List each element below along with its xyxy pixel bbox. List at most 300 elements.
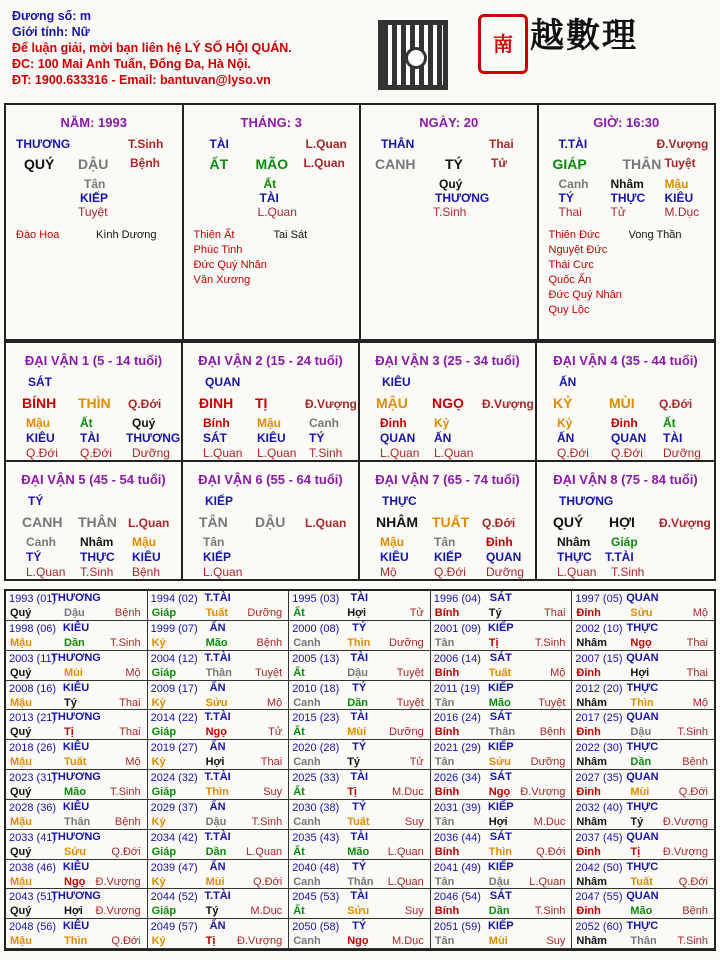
branch-stage: Bệnh xyxy=(130,156,160,170)
ten-god: TÀI xyxy=(350,771,369,783)
year-cell[interactable] xyxy=(289,591,431,621)
hidden-stem: QUAN xyxy=(380,431,416,445)
year-stem: Ất xyxy=(293,845,305,858)
dai-van-6[interactable] xyxy=(183,460,360,579)
life-stage: Thai xyxy=(489,137,514,151)
year-branch: Ngọ xyxy=(347,935,369,948)
year-branch: Thìn xyxy=(205,786,229,798)
year-branch: Ngọ xyxy=(630,636,652,649)
life-stage: T.Sinh xyxy=(534,905,566,918)
year-label: 2041 (49) xyxy=(433,861,481,874)
pillar-title: NĂM: 1993 xyxy=(60,115,127,130)
year-stem: Canh xyxy=(293,636,321,649)
year-cell[interactable] xyxy=(431,800,573,830)
life-stage: Dưỡng xyxy=(247,607,283,619)
dai-van-8[interactable] xyxy=(537,460,714,579)
star-good: Nguyệt Đức xyxy=(548,244,608,256)
hidden-stem: Bệnh xyxy=(132,565,161,579)
life-stage: L.Quan xyxy=(387,845,424,858)
ten-god: THỰC xyxy=(382,494,417,508)
year-label: 2016 (24) xyxy=(433,712,481,725)
branch-stage: Tuyệt xyxy=(664,156,696,170)
ten-god: KIÊU xyxy=(62,860,90,873)
year-label: 2015 (23) xyxy=(292,712,340,725)
year-cell[interactable] xyxy=(148,740,290,770)
hidden-stem: Mộ xyxy=(380,565,397,579)
ten-god: QUAN xyxy=(626,771,659,783)
year-stem: Giáp xyxy=(151,786,177,798)
year-cell[interactable] xyxy=(289,889,431,919)
year-stem: Kỷ xyxy=(151,935,166,948)
hidden-stem: Canh xyxy=(558,177,589,191)
ten-god: ẤN xyxy=(559,375,577,389)
dai-van-title: ĐẠI VẬN 1 (5 - 14 tuổi) xyxy=(24,353,163,368)
hidden-stem: L.Quan xyxy=(557,565,597,579)
year-stem: Quý xyxy=(10,845,32,858)
year-stem: Tân xyxy=(434,636,455,649)
year-cell[interactable] xyxy=(431,651,573,681)
dai-van-3[interactable] xyxy=(360,341,537,460)
hidden-stem: Dưỡng xyxy=(663,446,701,460)
year-branch: Tuất xyxy=(205,607,228,619)
year-label: 1994 (02) xyxy=(150,593,198,605)
year-label: 2035 (43) xyxy=(292,831,340,844)
year-branch: Ngọ xyxy=(64,875,86,888)
year-cell[interactable] xyxy=(6,740,148,770)
earthly-branch: DẬU xyxy=(255,514,286,530)
qr-code-icon[interactable] xyxy=(378,20,448,90)
ten-god: KIÊU xyxy=(62,800,90,813)
year-label: 2008 (16) xyxy=(9,682,57,695)
ten-god: T.TÀI xyxy=(558,137,588,151)
hidden-stem: Nhâm xyxy=(557,535,591,549)
life-stage: Q.Đới xyxy=(111,845,141,858)
life-stage: Q.Đới xyxy=(482,516,516,530)
year-branch: Hợi xyxy=(205,756,225,769)
earthly-branch: THÂN xyxy=(622,156,662,172)
hidden-stem: TÝ xyxy=(558,191,574,205)
ten-god: THƯƠNG xyxy=(51,711,101,724)
year-stem: Mậu xyxy=(10,756,32,769)
year-stem: Bính xyxy=(434,905,460,918)
hidden-stem: L.Quan xyxy=(380,446,420,460)
hidden-stem: Canh xyxy=(309,416,339,430)
year-stem: Giáp xyxy=(151,845,177,858)
life-stage: M.Dục xyxy=(392,935,424,948)
life-stage: T.Sinh xyxy=(677,935,708,948)
star-good: Quốc Ấn xyxy=(548,274,592,286)
year-label: 2011 (19) xyxy=(433,682,481,695)
life-stage: Mộ xyxy=(692,696,708,709)
year-cell[interactable] xyxy=(289,740,431,770)
life-stage: Q.Đới xyxy=(111,935,141,948)
year-branch: Tý xyxy=(630,815,644,828)
year-branch: Dậu xyxy=(64,607,85,619)
ten-god: T.TÀI xyxy=(204,890,231,903)
hidden-stem: KIẾP xyxy=(434,550,463,564)
year-branch: Dần xyxy=(347,696,368,709)
hidden-stem: TÝ xyxy=(309,431,325,445)
dai-van-4[interactable] xyxy=(537,341,714,460)
year-cell[interactable] xyxy=(572,710,714,740)
ten-god: KIẾP xyxy=(487,621,514,634)
life-stage: Thai xyxy=(686,666,708,679)
year-cell[interactable] xyxy=(289,681,431,711)
life-stage: Đ.Vượng xyxy=(662,815,708,828)
year-branch: Dậu xyxy=(630,726,652,739)
ten-god: QUAN xyxy=(205,375,241,389)
life-stage: M.Dục xyxy=(250,905,283,918)
star-good: Thiên Đức xyxy=(548,229,600,241)
ten-god: KIÊU xyxy=(382,375,411,389)
year-stem: Canh xyxy=(293,756,321,769)
ten-god: KIẾP xyxy=(487,920,514,933)
year-label: 2028 (36) xyxy=(9,801,57,814)
year-stem: Đinh xyxy=(576,607,601,619)
year-branch: Sửu xyxy=(630,607,653,619)
year-cell[interactable] xyxy=(289,770,431,800)
year-label: 1999 (07) xyxy=(150,622,198,635)
life-stage: Đ.Vượng xyxy=(520,786,566,798)
hidden-stem: Tân xyxy=(434,535,456,549)
year-branch: Tý xyxy=(64,696,77,709)
hidden-stem: Tử xyxy=(610,205,626,219)
year-stem: Tân xyxy=(434,875,455,888)
dai-van-title: ĐẠI VẬN 3 (25 - 34 tuổi) xyxy=(375,353,520,368)
hidden-stem: Thai xyxy=(558,205,582,219)
year-cell[interactable] xyxy=(431,830,573,860)
ten-god: TÀI xyxy=(350,711,369,724)
year-branch: Hợi xyxy=(347,607,367,619)
year-cell[interactable] xyxy=(572,621,714,651)
year-cell[interactable] xyxy=(572,651,714,681)
ten-god: T.TÀI xyxy=(204,592,231,604)
hidden-stem: Mậu xyxy=(26,416,50,430)
year-cell[interactable] xyxy=(431,710,573,740)
year-stem: Kỷ xyxy=(151,636,166,649)
year-cell[interactable] xyxy=(289,830,431,860)
year-stem: Quý xyxy=(10,607,32,619)
ten-god: T.TÀI xyxy=(204,711,231,724)
life-stage: M.Dục xyxy=(533,815,566,828)
year-cell[interactable] xyxy=(572,681,714,711)
year-cell[interactable] xyxy=(431,740,573,770)
year-label: 2024 (32) xyxy=(150,772,198,784)
year-stem: Canh xyxy=(293,815,321,828)
year-stem: Tân xyxy=(434,815,455,828)
hidden-stem: Q.Đới xyxy=(434,565,466,579)
ten-god: T.TÀI xyxy=(204,771,231,783)
ten-god: TÝ xyxy=(352,860,367,873)
year-cell[interactable] xyxy=(289,651,431,681)
year-cell[interactable] xyxy=(6,800,148,830)
year-stem: Kỷ xyxy=(151,815,166,828)
hidden-stem: L.Quan xyxy=(257,446,297,460)
year-branch: Thân xyxy=(630,935,657,948)
life-stage: M.Dục xyxy=(392,786,424,798)
pillar-3 xyxy=(539,105,715,339)
year-label: 2003 (11) xyxy=(9,652,56,665)
hidden-stem: M.Dục xyxy=(664,205,700,219)
hidden-god: KIẾP xyxy=(80,191,109,205)
year-cell[interactable] xyxy=(431,621,573,651)
hidden-stem: THỰC xyxy=(80,550,115,564)
ten-god: TÝ xyxy=(352,621,367,634)
hidden-stem: QUAN xyxy=(611,431,647,445)
life-stage: Q.Đới xyxy=(128,397,162,411)
life-stage: Tử xyxy=(409,607,424,619)
life-stage: Mộ xyxy=(125,756,141,769)
year-cell[interactable] xyxy=(289,919,431,949)
hidden-stem: Q.Đới xyxy=(26,446,58,460)
life-stage: Suy xyxy=(546,935,566,948)
life-stage: Mộ xyxy=(550,666,566,679)
life-stage: Dưỡng xyxy=(389,636,424,649)
ten-god: QUAN xyxy=(626,711,659,724)
hidden-stem: KIÊU xyxy=(132,550,161,564)
pillar-2 xyxy=(361,105,539,339)
hidden-stem: T.Sinh xyxy=(611,565,645,579)
ten-god: THỰC xyxy=(626,681,659,694)
life-stage: Bệnh xyxy=(682,756,708,769)
year-label: 2000 (08) xyxy=(292,622,340,635)
hidden-stem: Mậu xyxy=(380,535,404,549)
life-stage: Đ.Vượng xyxy=(656,137,709,151)
year-cell[interactable] xyxy=(148,621,290,651)
year-stem: Giáp xyxy=(151,666,177,679)
year-stem: Ất xyxy=(293,607,305,619)
year-cell[interactable] xyxy=(6,621,148,651)
year-stem: Bính xyxy=(434,786,460,798)
year-branch: Dần xyxy=(64,636,85,649)
ten-god: T.TÀI xyxy=(204,830,231,843)
year-label: 2018 (26) xyxy=(9,742,57,755)
life-stage: T.Sinh xyxy=(110,786,141,798)
life-stage: Mộ xyxy=(266,696,283,709)
year-branch: Tị xyxy=(630,845,641,858)
life-stage: Suy xyxy=(263,786,283,798)
year-cell[interactable] xyxy=(6,919,148,949)
year-cell[interactable] xyxy=(572,740,714,770)
hidden-stem: TÀI xyxy=(663,431,683,445)
life-stage: Q.Đới xyxy=(252,875,283,888)
year-branch: Tuất xyxy=(488,666,512,679)
year-branch: Ngọ xyxy=(488,786,511,798)
year-label: 2050 (58) xyxy=(292,921,340,934)
year-stem: Ất xyxy=(293,786,305,798)
year-label: 2005 (13) xyxy=(292,652,340,665)
year-branch: Mùi xyxy=(64,666,83,679)
year-cell[interactable] xyxy=(6,889,148,919)
year-label: 2022 (30) xyxy=(575,742,623,755)
life-stage: Đ.Vượng xyxy=(662,845,708,858)
hidden-stem: QUAN xyxy=(486,550,522,564)
year-branch: Sửu xyxy=(488,756,511,769)
year-label: 2047 (55) xyxy=(575,891,623,904)
star-bad: Vong Thần xyxy=(628,229,682,241)
year-cell[interactable] xyxy=(572,919,714,949)
year-branch: Thân xyxy=(64,815,91,828)
year-cell[interactable] xyxy=(572,830,714,860)
year-cell[interactable] xyxy=(6,710,148,740)
ten-god: TÀI xyxy=(350,592,369,604)
year-cell[interactable] xyxy=(148,710,290,740)
year-cell[interactable] xyxy=(572,800,714,830)
ten-god: THỰC xyxy=(626,920,659,933)
heavenly-stem: CANH xyxy=(22,514,63,530)
year-cell[interactable] xyxy=(148,591,290,621)
heavenly-stem: NHÂM xyxy=(376,514,418,530)
year-cell[interactable] xyxy=(289,800,431,830)
year-cell[interactable] xyxy=(6,591,148,621)
year-cell[interactable] xyxy=(148,830,290,860)
year-label: 2045 (53) xyxy=(292,891,340,904)
hidden-stem: T.Sinh xyxy=(309,446,343,460)
heavenly-stem: KỶ xyxy=(553,395,573,411)
year-branch: Thân xyxy=(205,666,232,679)
year-label: 2036 (44) xyxy=(433,831,481,844)
year-stem: Nhâm xyxy=(576,696,607,709)
year-cell[interactable] xyxy=(6,681,148,711)
year-cell[interactable] xyxy=(572,889,714,919)
hidden-stem: Mậu xyxy=(257,416,281,430)
year-cell[interactable] xyxy=(289,860,431,890)
hidden-stem: Quý xyxy=(439,177,463,191)
year-cell[interactable] xyxy=(572,591,714,621)
year-branch: Thìn xyxy=(64,935,88,948)
year-label: 1997 (05) xyxy=(575,593,623,605)
ten-god: KIẾP xyxy=(487,860,514,873)
year-branch: Tý xyxy=(488,607,502,619)
year-label: 2042 (50) xyxy=(575,861,623,874)
year-stem: Bính xyxy=(434,726,460,739)
dai-van-5[interactable] xyxy=(6,460,183,579)
year-cell[interactable] xyxy=(431,919,573,949)
year-cell[interactable] xyxy=(289,710,431,740)
year-cell[interactable] xyxy=(148,651,290,681)
hidden-stem: Kỷ xyxy=(557,416,573,430)
year-cell[interactable] xyxy=(431,591,573,621)
hidden-stem: L.Quan xyxy=(26,565,66,579)
year-branch: Tuất xyxy=(347,815,370,828)
year-stem: Tân xyxy=(434,935,455,948)
year-branch: Dậu xyxy=(488,875,510,888)
ten-god: KIÊU xyxy=(62,621,90,634)
year-cell[interactable] xyxy=(6,830,148,860)
year-stem: Đinh xyxy=(576,726,601,739)
year-label: 2023 (31) xyxy=(9,772,57,784)
year-cell[interactable] xyxy=(289,621,431,651)
year-stem: Nhâm xyxy=(576,756,607,769)
year-cell[interactable] xyxy=(6,860,148,890)
hidden-stem: T.TÀI xyxy=(605,550,634,564)
year-cell[interactable] xyxy=(6,770,148,800)
dai-van-1[interactable] xyxy=(6,341,183,460)
year-cell[interactable] xyxy=(431,860,573,890)
life-stage: Mộ xyxy=(692,607,708,619)
dai-van-7[interactable] xyxy=(360,460,537,579)
year-branch: Dậu xyxy=(205,815,227,828)
star-good: Đào Hoa xyxy=(16,229,60,241)
year-branch: Mùi xyxy=(630,786,650,798)
heavenly-stem: MẬU xyxy=(376,395,408,411)
year-stem: Nhâm xyxy=(576,636,607,649)
ten-god: KIÊU xyxy=(62,681,90,694)
year-cell[interactable] xyxy=(148,889,290,919)
dai-van-2[interactable] xyxy=(183,341,360,460)
earthly-branch: TÝ xyxy=(445,156,463,172)
year-label: 2029 (37) xyxy=(150,801,198,814)
heavenly-stem: ẤT xyxy=(209,156,229,172)
year-label: 1995 (03) xyxy=(292,593,340,605)
year-label: 2032 (40) xyxy=(575,801,623,814)
life-stage: L.Quan xyxy=(305,516,347,530)
year-cell[interactable] xyxy=(431,770,573,800)
year-cell[interactable] xyxy=(6,651,148,681)
year-stem: Quý xyxy=(10,905,32,918)
dai-van-title: ĐẠI VẬN 6 (55 - 64 tuổi) xyxy=(198,472,343,487)
ten-god: TÀI xyxy=(209,137,229,151)
year-cell[interactable] xyxy=(148,681,290,711)
hidden-stem: Dưỡng xyxy=(486,565,524,579)
life-stage: Tử xyxy=(409,756,424,769)
ten-god: SÁT xyxy=(489,890,512,903)
year-label: 2043 (51) xyxy=(9,891,57,904)
year-label: 2034 (42) xyxy=(150,831,198,844)
year-cell[interactable] xyxy=(148,919,290,949)
heavenly-stem: BÍNH xyxy=(22,395,57,411)
year-branch: Dần xyxy=(630,756,652,769)
life-stage: Thai xyxy=(543,607,566,619)
hidden-stem: Quý xyxy=(132,416,156,430)
year-label: 1998 (06) xyxy=(9,622,57,635)
heavenly-stem: CANH xyxy=(375,156,416,172)
hidden-stem: Kỷ xyxy=(434,416,450,430)
year-cell[interactable] xyxy=(148,860,290,890)
hidden-stem: Tân xyxy=(84,177,106,191)
heavenly-stem: QUÝ xyxy=(24,156,55,172)
ten-god: QUAN xyxy=(626,592,659,604)
hidden-stem: KIÊU xyxy=(664,191,694,205)
annual-luck-grid xyxy=(4,589,716,951)
ten-god: QUAN xyxy=(626,830,659,843)
life-stage: Bệnh xyxy=(682,905,708,918)
earthly-branch: THÂN xyxy=(78,514,117,530)
ten-god: SÁT xyxy=(489,592,512,604)
year-cell[interactable] xyxy=(148,800,290,830)
year-cell[interactable] xyxy=(572,860,714,890)
year-branch: Tị xyxy=(205,935,216,948)
hidden-stem: Đinh xyxy=(486,535,513,549)
header-info xyxy=(12,8,292,88)
year-stem: Ất xyxy=(293,666,305,679)
year-label: 2013 (21) xyxy=(9,712,57,725)
hidden-stem: Mậu xyxy=(664,177,689,191)
life-stage: Đ.Vượng xyxy=(482,397,534,411)
life-stage: T.Sinh xyxy=(534,636,566,649)
ten-god: SÁT xyxy=(28,375,52,389)
ten-god: TÝ xyxy=(352,800,367,813)
year-branch: Thìn xyxy=(347,636,371,649)
year-cell[interactable] xyxy=(572,770,714,800)
year-cell[interactable] xyxy=(431,889,573,919)
pillar-title: NGÀY: 20 xyxy=(419,115,479,130)
ten-god: KIẾP xyxy=(487,681,514,694)
year-cell[interactable] xyxy=(431,681,573,711)
ten-god: TÝ xyxy=(352,920,367,933)
year-cell[interactable] xyxy=(148,770,290,800)
year-stem: Canh xyxy=(293,875,321,888)
